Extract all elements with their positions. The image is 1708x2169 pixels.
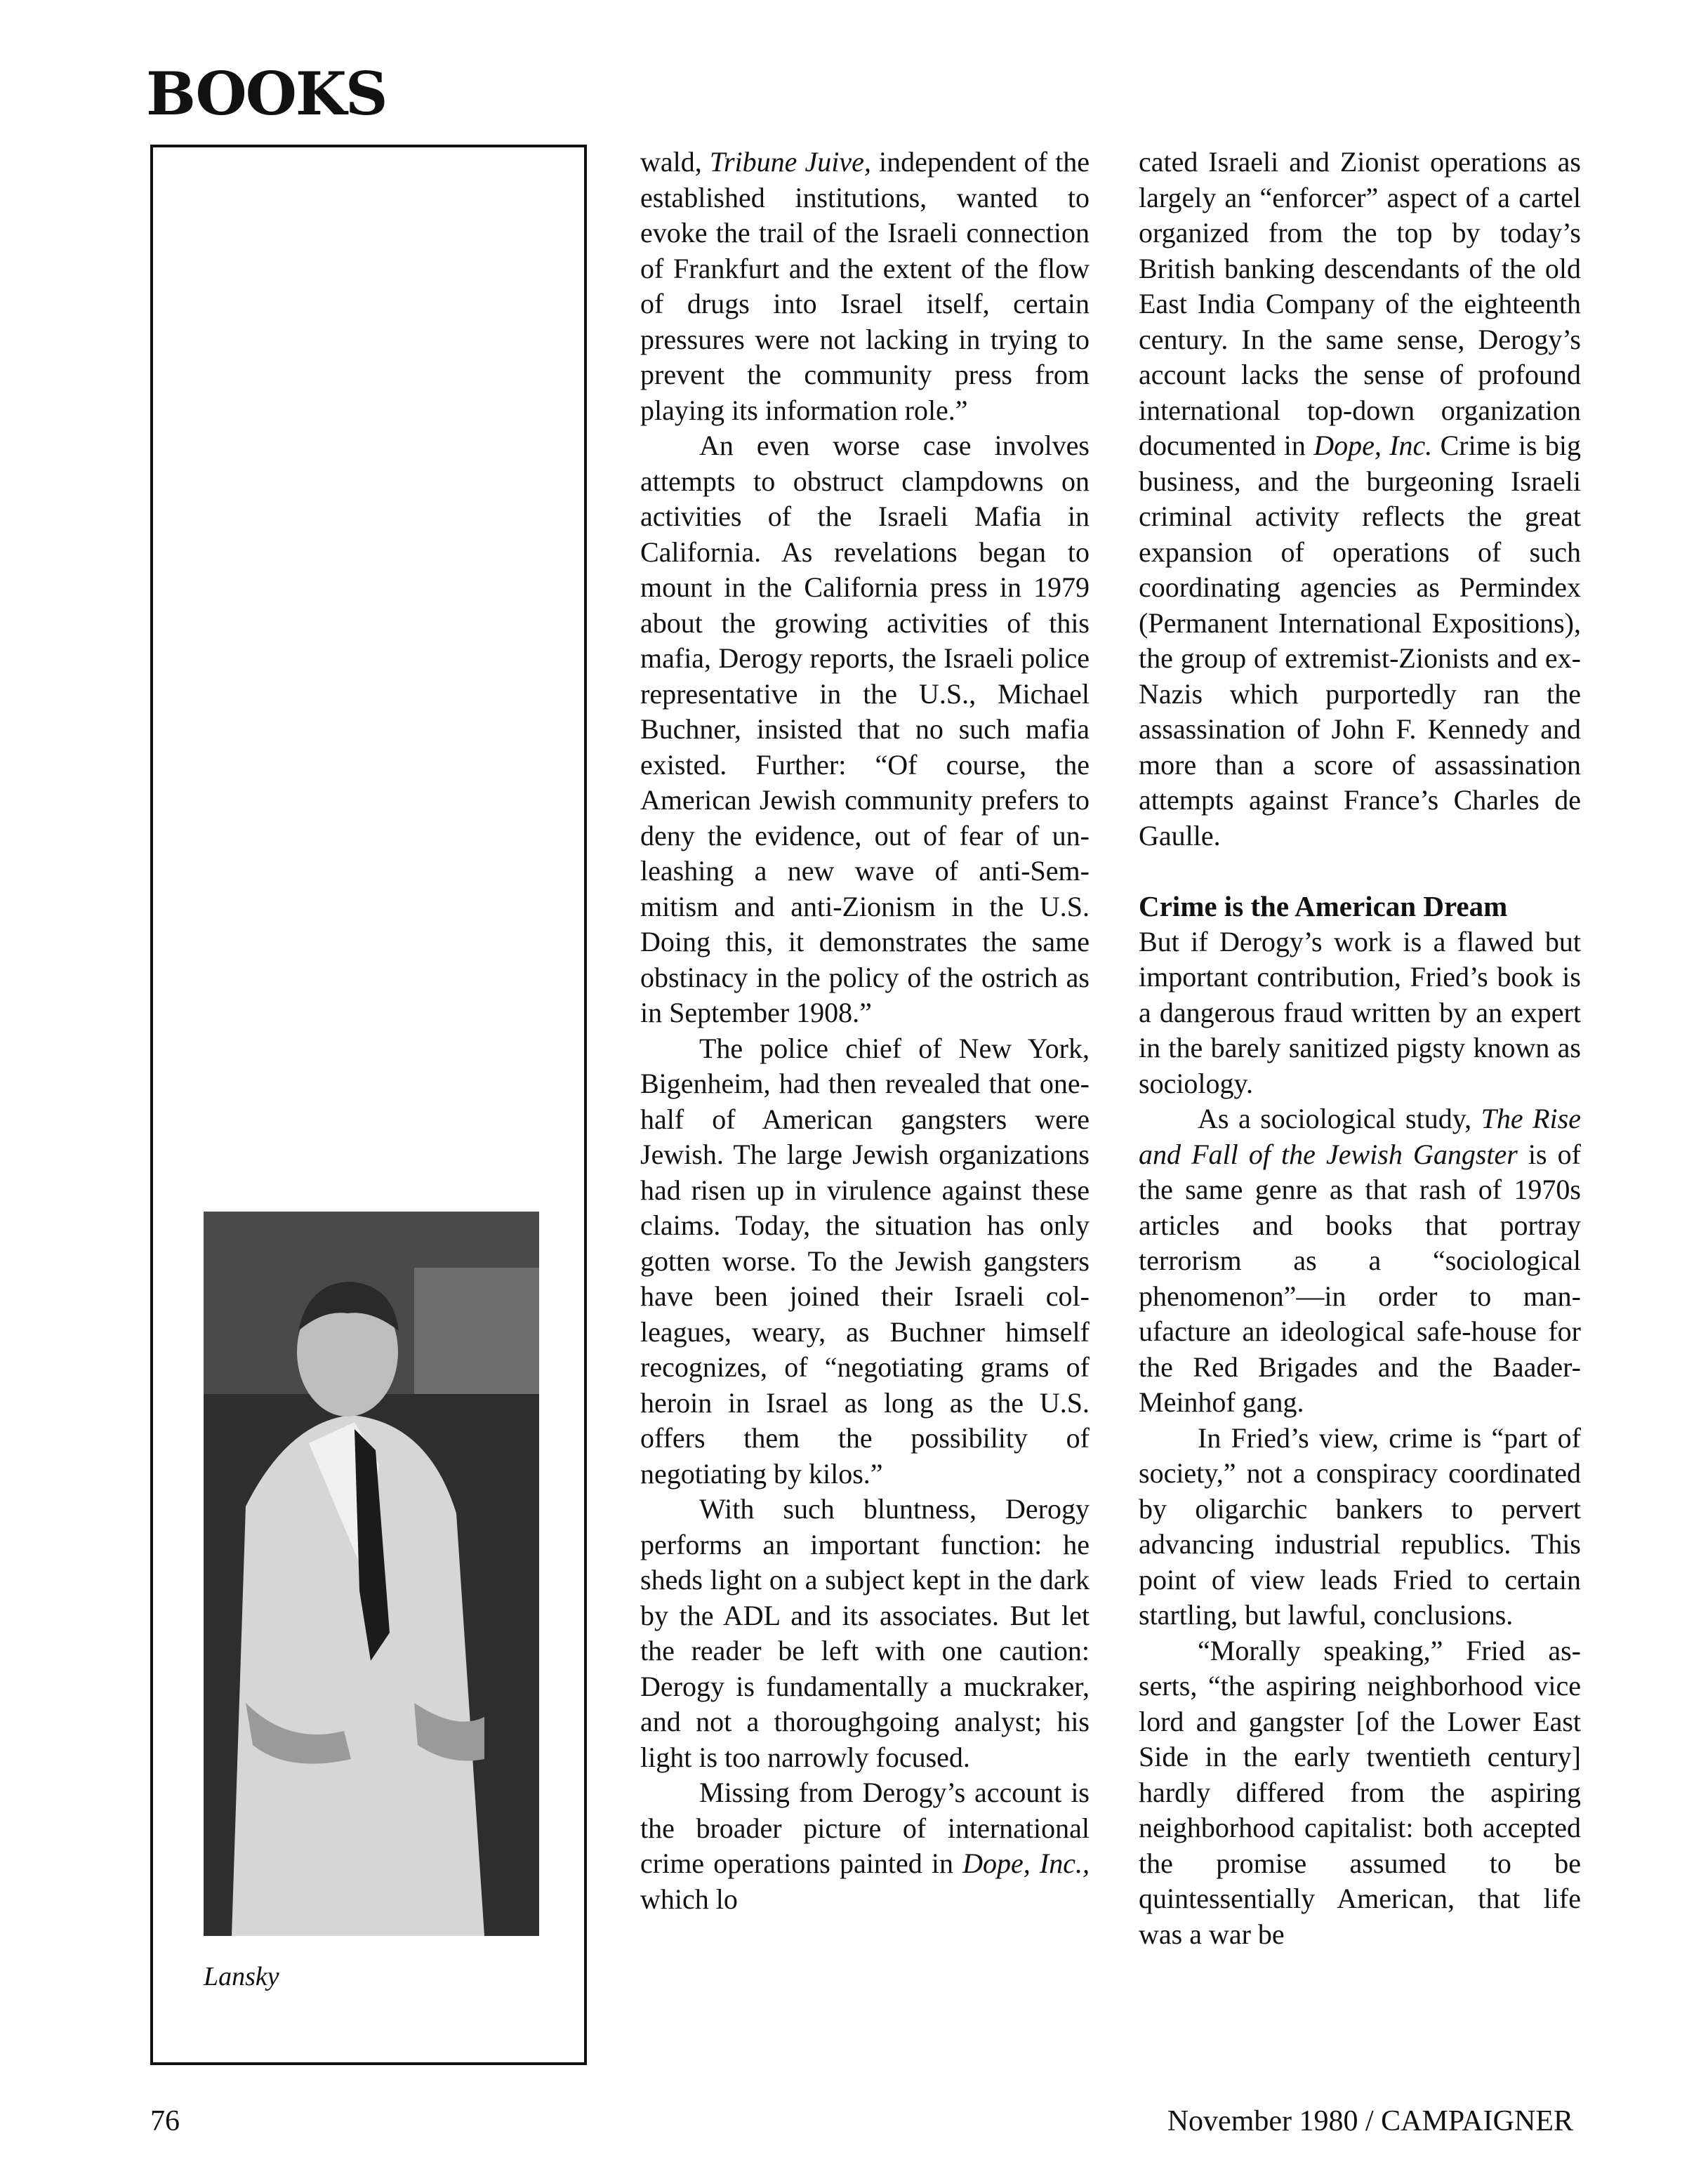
text-run: which lo (640, 1883, 738, 1915)
text-run: As a sociological study, (1198, 1103, 1481, 1134)
text-run: An even worse case involves attempts to obstruct clampdowns on activities of the Israeli Mafia in California. As revelations began to mount in the California press in 1979 about the growing activities of this mafia, Derogy reports, the Israeli police representative in the U.S., Michael Buchner, insisted that no such mafia existed. Further: “Of course, the American Jewish community prefers to deny the evidence, out of fear of unleashing a new wave of anti-Semmitism and anti-Zionism in the U.S. Doing this, it demonstrates the same obstinacy in the policy of the ostrich as in September 1908.” (640, 430, 1090, 1028)
text-run: But if Derogy’s work is a flawed but important contribution, Fried’s book is a dangerous fraud written by an expert in the barely sanitized pigsty known as sociology. (1139, 925, 1581, 1099)
paragraph (640, 1775, 1090, 1917)
page-number: 76 (150, 2105, 180, 2137)
text-run: cated Israeli and Zionist operations as largely an “enforcer” aspect of a cartel organized from the top by today’s British banking descendants of the old East India Company of the eighteenth century. In the same sense, Derogy’s account lacks the sense of profound international top-down organization documented in (1139, 146, 1581, 461)
photo-sidebar (150, 145, 587, 2065)
paragraph (640, 1492, 1090, 1775)
paragraph (640, 1031, 1090, 1492)
text-run: wald, (640, 146, 710, 178)
text-run: is of the same genre as that rash of 1970s articles and books that portray terrorism as a “sociological phenomenon”—in order to manufacture an ideological safe-house for the Red Brigades and the Baader-Meinhof gang. (1139, 1138, 1581, 1418)
paragraph (1139, 1101, 1581, 1421)
photo-caption: Lansky (204, 1962, 279, 1991)
portrait-photo-icon (204, 1212, 539, 1936)
text-run: independent of the established institutions, wanted to evoke the trail of the Israeli connection of Frankfurt and the extent of the flow of drugs into Israel itself, certain pressures were not lacking in trying to prevent the community press from playing its information role.” (640, 146, 1090, 426)
text-column-1 (640, 145, 1090, 1917)
text-run: “Morally speaking,” Fried asserts, “the aspiring neighborhood vice lord and gangster [of the Lower East Side in the early twentieth century] hardly differed from the aspiring neighborhood capitalist: both accepted the promise assumed to be quintessentially American, that life was a war be (1139, 1634, 1581, 1950)
paragraph (1139, 1633, 1581, 1953)
paragraph (1139, 145, 1581, 854)
paragraph (1139, 1421, 1581, 1633)
italic-title: Tribune Juive, (709, 146, 871, 178)
paragraph (1139, 924, 1581, 1102)
paragraph (640, 145, 1090, 428)
subheading: Crime is the American Dream (1139, 890, 1508, 922)
text-run: The police chief of New York, Bigenheim, had then revealed that one-half of American gangsters were Jewish. The large Jewish organizations had risen up in virulence against these claims. Today, the situation has only gotten worse. To the Jewish gangsters have been joined their Israeli colleagues, weary, as Buchner himself recognizes, of “negotiating grams of heroin in Israel as long as the U.S. offers them the possibility of negotiating by kilos.” (640, 1032, 1090, 1490)
text-run: With such bluntness, Derogy performs an important function: he sheds light on a subject kept in the dark by the ADL and its associates. But let the reader be left with one caution: Derogy is fundamentally a muckraker, and not a thoroughgoing analyst; his light is too narrowly focused. (640, 1493, 1090, 1773)
section-heading: BOOKS (146, 59, 387, 128)
text-run: Crime is big business, and the burgeoning Israeli criminal activity reflects the great expansion of operations of such coordinating agencies as Permindex (Permanent International Expositions), the group of extremist-Zionists and ex-Nazis which purportedly ran the assassination of John F. Kennedy and more than a score of assassination attempts against France’s Charles de Gaulle. (1139, 430, 1581, 851)
running-footer: November 1980 / CAMPAIGNER (1167, 2105, 1573, 2137)
italic-title: Dope, Inc., (962, 1848, 1090, 1879)
text-column-2 (1139, 145, 1581, 1952)
text-run: Missing from Derogy’s account is the broader picture of international crime operations painted in (640, 1777, 1090, 1879)
paragraph (640, 428, 1090, 1031)
italic-title: Dope, Inc. (1313, 430, 1433, 461)
italic-title: The Rise and Fall of the Jewish Gangster (1139, 1103, 1581, 1170)
text-run: In Fried’s view, crime is “part of society,” not a conspiracy coordinated by oligarchic bankers to pervert advancing industrial republics. This point of view leads Fried to certain startling, but lawful, conclusions. (1139, 1421, 1581, 1631)
